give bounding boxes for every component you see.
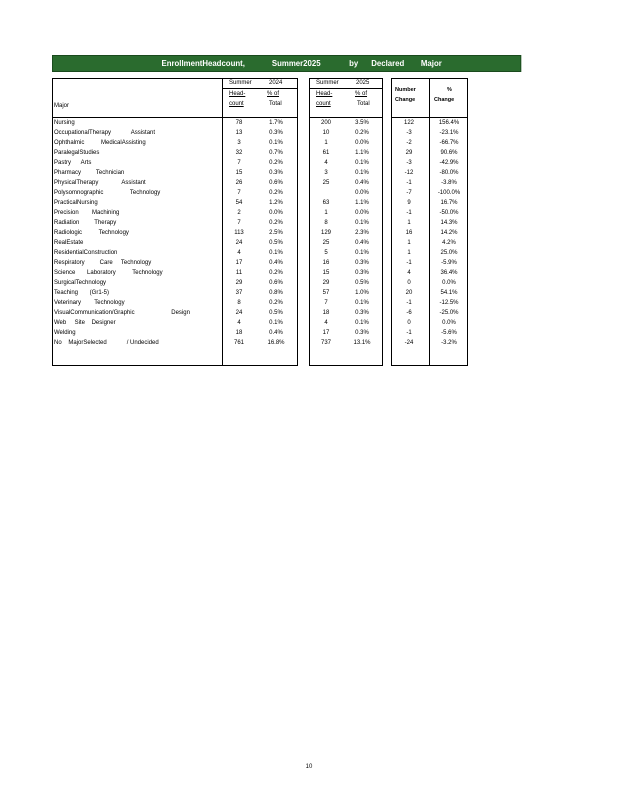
headcount-2024: 761 (233, 340, 244, 346)
pct-total-2025: 0.3% (355, 270, 369, 276)
major-name: Pastry Arts (54, 160, 92, 166)
table-row (53, 208, 297, 218)
pct-change: -12.5% (439, 300, 459, 306)
table-row (392, 118, 467, 128)
major-name: Nursing (54, 120, 75, 126)
headcount-2024: 32 (235, 150, 243, 156)
pct-change: -42.9% (439, 160, 459, 166)
table-row (53, 168, 297, 178)
number-change: -1 (406, 330, 412, 336)
table-row (310, 238, 382, 248)
headcount-2024: 11 (235, 270, 243, 276)
pct-change: 36.4% (440, 270, 458, 276)
headcount-2024: 24 (235, 310, 243, 316)
pct-change: 156.4% (438, 120, 460, 126)
table-row (53, 248, 297, 258)
table-row (310, 328, 382, 338)
pct-total-2025: 1.1% (355, 150, 369, 156)
s24-pct-label-b: Total (269, 101, 282, 107)
table-row (310, 208, 382, 218)
pct-total-2024: 2.5% (269, 230, 283, 236)
summer-2025-header (310, 79, 382, 118)
pct-change: -23.1% (439, 130, 459, 136)
major-name: Respiratory Care Technology (54, 260, 152, 266)
pct-total-2024: 0.8% (269, 290, 283, 296)
pct-total-2025: 0.1% (355, 250, 369, 256)
s24-headcount-label-b: count (229, 101, 244, 107)
major-name: Radiation Therapy (54, 220, 117, 226)
pct-change-label-a: % (447, 87, 452, 93)
headcount-2025: 737 (320, 340, 331, 346)
table-row (310, 138, 382, 148)
number-change: -12 (404, 170, 414, 176)
pct-total-2024: 0.1% (269, 250, 283, 256)
pct-change-label-b: Change (434, 97, 455, 103)
number-change: 20 (405, 290, 413, 296)
table-row (310, 198, 382, 208)
pct-change: 25.0% (440, 250, 458, 256)
headcount-2024: 8 (237, 300, 241, 306)
s25-headcount-label-b: count (316, 101, 331, 107)
number-change-label-b: Change (395, 97, 416, 103)
table-row (392, 208, 467, 218)
table-row (392, 338, 467, 348)
headcount-2025: 61 (322, 150, 330, 156)
pct-total-2025: 0.1% (355, 300, 369, 306)
table-row (392, 238, 467, 248)
s25-year-label: 2025 (356, 80, 370, 86)
headcount-2025: 18 (322, 310, 330, 316)
number-change: -1 (406, 180, 412, 186)
pct-total-2024: 1.7% (269, 120, 283, 126)
report-title-banner (52, 55, 521, 72)
table-row (310, 268, 382, 278)
table-row (53, 128, 297, 138)
table-row (310, 228, 382, 238)
major-name: PhysicalTherapy Assistant (54, 180, 146, 186)
pct-total-2025: 0.0% (355, 190, 369, 196)
pct-total-2025: 0.1% (355, 220, 369, 226)
major-name: ResidentialConstruction (54, 250, 118, 256)
table-row (392, 128, 467, 138)
table-row (53, 338, 297, 348)
headcount-2024: 3 (237, 140, 241, 146)
change-table (391, 78, 468, 366)
pct-total-2024: 1.2% (269, 200, 283, 206)
number-change: 1 (407, 220, 411, 226)
pct-total-2025: 0.0% (355, 210, 369, 216)
pct-total-2025: 0.0% (355, 140, 369, 146)
table-row (310, 298, 382, 308)
s24-term-label: Summer (229, 80, 252, 86)
pct-total-2025: 0.2% (355, 130, 369, 136)
number-change: -7 (406, 190, 412, 196)
headcount-2025: 129 (320, 230, 331, 236)
table-row (392, 158, 467, 168)
pct-total-2025: 0.4% (355, 180, 369, 186)
pct-change: -3.2% (441, 340, 457, 346)
table-row (310, 258, 382, 268)
pct-total-2025: 0.5% (355, 280, 369, 286)
table-row (53, 238, 297, 248)
pct-total-2025: 0.4% (355, 240, 369, 246)
pct-total-2024: 0.4% (269, 260, 283, 266)
s24-headcount-label-a: Head- (229, 91, 246, 97)
headcount-2024: 4 (237, 320, 241, 326)
major-column-header: Major (54, 103, 70, 109)
number-change: -3 (406, 130, 412, 136)
pct-total-2025: 0.3% (355, 260, 369, 266)
pct-total-2024: 0.5% (269, 310, 283, 316)
pct-total-2024: 0.2% (269, 220, 283, 226)
table-row (310, 218, 382, 228)
pct-change: 0.0% (442, 280, 456, 286)
number-change: 9 (407, 200, 411, 206)
headcount-2025: 10 (322, 130, 330, 136)
table-row (392, 178, 467, 188)
headcount-2025: 25 (322, 240, 330, 246)
pct-total-2024: 0.7% (269, 150, 283, 156)
s25-headcount-label-a: Head- (316, 91, 333, 97)
headcount-2024: 2 (237, 210, 241, 216)
table-row (392, 168, 467, 178)
major-name: Welding (54, 330, 76, 336)
pct-total-2025: 13.1% (353, 340, 371, 346)
pct-change: -5.6% (441, 330, 457, 336)
major-name: Science Laboratory Technology (54, 270, 163, 276)
pct-total-2024: 0.2% (269, 270, 283, 276)
headcount-2024: 37 (235, 290, 243, 296)
pct-change: 14.2% (440, 230, 458, 236)
headcount-2025: 8 (324, 220, 328, 226)
number-change: 4 (407, 270, 411, 276)
table-row (53, 328, 297, 338)
headcount-2025: 5 (324, 250, 328, 256)
table-row (310, 148, 382, 158)
major-name: SurgicalTechnology (54, 280, 107, 286)
table-row (310, 128, 382, 138)
headcount-2025: 3 (324, 170, 328, 176)
table-row (53, 118, 297, 128)
major-name: OccupationalTherapy Assistant (54, 130, 156, 136)
major-name: Precision Machining (54, 210, 120, 216)
table-row (310, 338, 382, 348)
headcount-2024: 24 (235, 240, 243, 246)
pct-total-2025: 0.3% (355, 330, 369, 336)
pct-total-2024: 0.1% (269, 320, 283, 326)
pct-change: 16.7% (440, 200, 458, 206)
pct-change: -100.0% (437, 190, 461, 196)
pct-total-2025: 0.1% (355, 320, 369, 326)
major-name: Polysomnographic Technology (54, 190, 161, 196)
pct-change: -25.0% (439, 310, 459, 316)
major-name: Veterinary Technology (54, 300, 125, 306)
headcount-2025: 200 (320, 120, 331, 126)
pct-total-2024: 0.0% (269, 210, 283, 216)
pct-change: 54.1% (440, 290, 458, 296)
pct-total-2024: 0.2% (269, 190, 283, 196)
major-name: RealEstate (54, 240, 84, 246)
table-row (310, 318, 382, 328)
table-row (392, 228, 467, 238)
table-row (310, 168, 382, 178)
s25-pct-label-b: Total (357, 101, 370, 107)
table-row (53, 138, 297, 148)
major-name: Ophthalmic MedicalAssisting (54, 140, 146, 146)
table-row (392, 138, 467, 148)
table-row (392, 308, 467, 318)
pct-total-2025: 2.3% (355, 230, 369, 236)
table-row (310, 178, 382, 188)
pct-total-2024: 0.6% (269, 280, 283, 286)
pct-total-2025: 0.1% (355, 170, 369, 176)
title-part-1: EnrollmentHeadcount, (161, 58, 245, 68)
title-part-5: Major (420, 58, 442, 68)
summer-2024-table (52, 78, 298, 366)
table-row (392, 268, 467, 278)
headcount-2024: 78 (235, 120, 243, 126)
table-row (310, 278, 382, 288)
headcount-2025: 57 (322, 290, 330, 296)
major-name: Teaching (Gr1-5) (54, 290, 110, 296)
major-name: Pharmacy Technician (54, 170, 125, 176)
table-row (392, 328, 467, 338)
number-change: 29 (405, 150, 413, 156)
headcount-2025: 15 (322, 270, 330, 276)
table-row (53, 288, 297, 298)
pct-change: -80.0% (439, 170, 459, 176)
number-change: -2 (406, 140, 412, 146)
major-name: Web Site Designer (54, 320, 116, 326)
pct-total-2024: 16.8% (267, 340, 285, 346)
number-change: -1 (406, 210, 412, 216)
headcount-2024: 29 (235, 280, 243, 286)
table-row (392, 258, 467, 268)
table-row (53, 308, 297, 318)
headcount-2024: 7 (237, 220, 241, 226)
headcount-2025: 29 (322, 280, 330, 286)
pct-total-2025: 0.1% (355, 160, 369, 166)
pct-total-2024: 0.5% (269, 240, 283, 246)
major-name: PracticalNursing (54, 200, 98, 206)
headcount-2025: 1 (324, 140, 328, 146)
pct-change: 4.2% (442, 240, 456, 246)
headcount-2024: 17 (235, 260, 243, 266)
title-part-3: by (349, 58, 359, 68)
pct-total-2024: 0.2% (269, 300, 283, 306)
table-row (53, 188, 297, 198)
major-name: VisualCommunication/Graphic Design (54, 310, 190, 316)
number-change: -3 (406, 160, 412, 166)
table-row (53, 218, 297, 228)
number-change-label-a: Number (395, 87, 416, 93)
headcount-2025: 25 (322, 180, 330, 186)
headcount-2024: 18 (235, 330, 243, 336)
pct-change: 14.3% (440, 220, 458, 226)
pct-change: 0.0% (442, 320, 456, 326)
number-change: -1 (406, 300, 412, 306)
pct-total-2025: 1.0% (355, 290, 369, 296)
pct-total-2024: 0.4% (269, 330, 283, 336)
table-row (392, 198, 467, 208)
s25-pct-label-a: % of (355, 91, 368, 97)
table-row (53, 268, 297, 278)
headcount-2025: 17 (322, 330, 330, 336)
pct-change: -3.8% (441, 180, 457, 186)
s25-term-label: Summer (316, 80, 339, 86)
number-change: 1 (407, 240, 411, 246)
headcount-2024: 113 (234, 230, 244, 236)
headcount-2024: 15 (235, 170, 243, 176)
table-row (53, 228, 297, 238)
s24-year-label: 2024 (269, 80, 283, 86)
major-name: ParalegalStudies (54, 150, 100, 156)
table-row (53, 158, 297, 168)
pct-change: 90.6% (440, 150, 458, 156)
headcount-2024: 54 (235, 200, 243, 206)
table-row (310, 158, 382, 168)
headcount-2025: 4 (324, 320, 328, 326)
number-change: 16 (405, 230, 413, 236)
pct-total-2025: 0.3% (355, 310, 369, 316)
table-row (53, 178, 297, 188)
table-row (53, 148, 297, 158)
headcount-2025: 16 (322, 260, 330, 266)
pct-change: -66.7% (439, 140, 459, 146)
title-part-4: Declared (371, 58, 405, 68)
table-row (310, 308, 382, 318)
table-row (310, 188, 382, 198)
pct-total-2024: 0.3% (269, 130, 283, 136)
number-change: 0 (407, 320, 411, 326)
headcount-2025: 63 (322, 200, 330, 206)
table-row (53, 298, 297, 308)
table-row (392, 318, 467, 328)
headcount-2024: 13 (235, 130, 243, 136)
number-change: 0 (407, 280, 411, 286)
pct-total-2025: 3.5% (355, 120, 369, 126)
headcount-2025: 7 (324, 300, 328, 306)
headcount-2024: 4 (237, 250, 241, 256)
headcount-2024: 7 (237, 190, 241, 196)
table-row (392, 278, 467, 288)
summer-2024-header (53, 79, 297, 118)
headcount-2025: 4 (324, 160, 328, 166)
table-row (310, 118, 382, 128)
summer-2025-table (309, 78, 383, 366)
pct-change: -5.9% (441, 260, 457, 266)
table-row (392, 298, 467, 308)
pct-total-2024: 0.2% (269, 160, 283, 166)
number-change: -24 (404, 340, 414, 346)
table-row (392, 288, 467, 298)
table-row (392, 148, 467, 158)
headcount-2024: 7 (237, 160, 241, 166)
table-row (392, 188, 467, 198)
table-row (392, 218, 467, 228)
pct-total-2025: 1.1% (355, 200, 369, 206)
pct-total-2024: 0.1% (269, 140, 283, 146)
headcount-2025: 1 (324, 210, 328, 216)
table-row (53, 318, 297, 328)
table-row (392, 248, 467, 258)
table-row (310, 288, 382, 298)
major-name: No MajorSelected / Undecided (54, 340, 159, 346)
pct-total-2024: 0.3% (269, 170, 283, 176)
table-row (53, 198, 297, 208)
major-name: Radiologic Technology (54, 230, 129, 236)
number-change: 122 (403, 120, 414, 126)
table-row (53, 278, 297, 288)
pct-change: -50.0% (439, 210, 459, 216)
page-number: 10 (305, 764, 313, 770)
table-row (310, 248, 382, 258)
title-part-2: Summer2025 (271, 58, 321, 68)
pct-total-2024: 0.6% (269, 180, 283, 186)
number-change: -6 (406, 310, 412, 316)
number-change: 1 (407, 250, 411, 256)
change-header (392, 79, 467, 118)
headcount-2024: 26 (235, 180, 243, 186)
number-change: -1 (406, 260, 412, 266)
s24-pct-label-a: % of (267, 91, 280, 97)
table-row (53, 258, 297, 268)
